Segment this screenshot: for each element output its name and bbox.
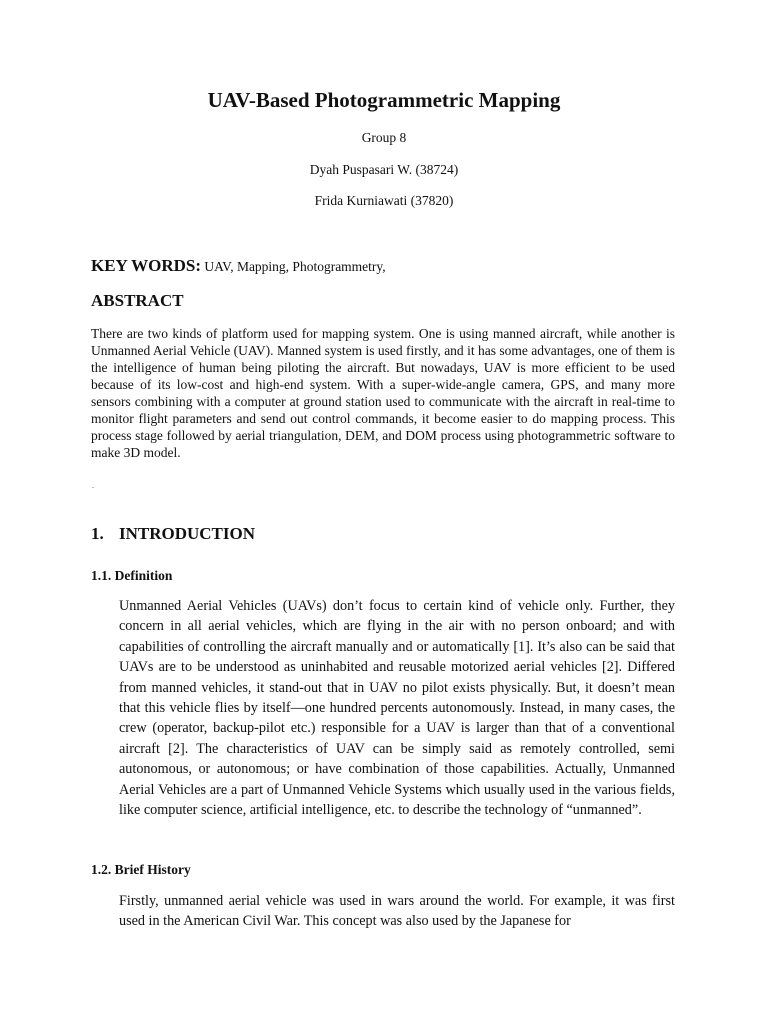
abstract-trailing-mark: . <box>92 481 94 490</box>
subsection-heading-definition: 1.1. Definition <box>91 568 173 583</box>
paper-title: UAV-Based Photogrammetric Mapping <box>207 88 561 112</box>
section-number: 1. <box>91 524 104 543</box>
section-heading-introduction <box>91 524 255 544</box>
keywords-line <box>91 256 386 276</box>
group-label: Group 8 <box>361 130 407 145</box>
abstract-text: There are two kinds of platform used for mapping system. One is using manned aircraft, while another is Unmanned Aerial Vehicle (UAV). Manned system is used firstly, and it has some advantages, one of them is the intelligence of human being piloting the aircraft. But nowadays, UAV is more efficient to be used because of its low-cost and high-end system. With a super-wide-angle camera, GPS, and many more sensors combining with a computer at ground station used to communicate with the aircraft in real-time to monitor flight parameters and send out control commands, it become easier to do mapping process. This process stage followed by aerial triangulation, DEM, and DOM process using photogrammetric software to make 3D model. <box>91 326 675 460</box>
author-2: Frida Kurniawati (37820) <box>314 193 454 208</box>
section-title: INTRODUCTION <box>119 524 256 543</box>
keywords-text: UAV, Mapping, Photogrammetry, <box>204 259 386 274</box>
subsection-heading-brief-history: 1.2. Brief History <box>91 862 191 877</box>
definition-paragraph: Unmanned Aerial Vehicles (UAVs) don’t focus to certain kind of vehicle only. Further, they concern in all aerial vehicles, which are flying in the air with no person onboard; and with capabilities of controlling the aircraft manually and or automatically [1]. It’s also can be said that UAVs are to be understood as uninhabited and reusable motorized aerial vehicles [2]. Differed from manned vehicles, it stand-out that in UAV no pilot exists physically. But, it doesn’t mean that this vehicle flies by itself—one hundred percents autonomously. Instead, in many cases, the crew (operator, backup-pilot etc.) responsible for a UAV is larger than that of a conventional aircraft [2]. The characteristics of UAV can be simply said as remotely controlled, semi autonomous, or autonomous; or have combination of those capabilities. Actually, Unmanned Aerial Vehicles are a part of Unmanned Vehicle Systems which usually used in the various fields, like computer science, artificial intelligence, etc. to describe the technology of “unmanned”. <box>119 598 675 819</box>
abstract-heading: ABSTRACT <box>91 291 184 310</box>
author-1: Dyah Puspasari W. (38724) <box>309 162 459 177</box>
brief-history-paragraph: Firstly, unmanned aerial vehicle was used in wars around the world. For example, it was first used in the American Civil War. This concept was also used by the Japanese for <box>119 893 675 930</box>
keywords-label: KEY WORDS: <box>91 256 202 275</box>
